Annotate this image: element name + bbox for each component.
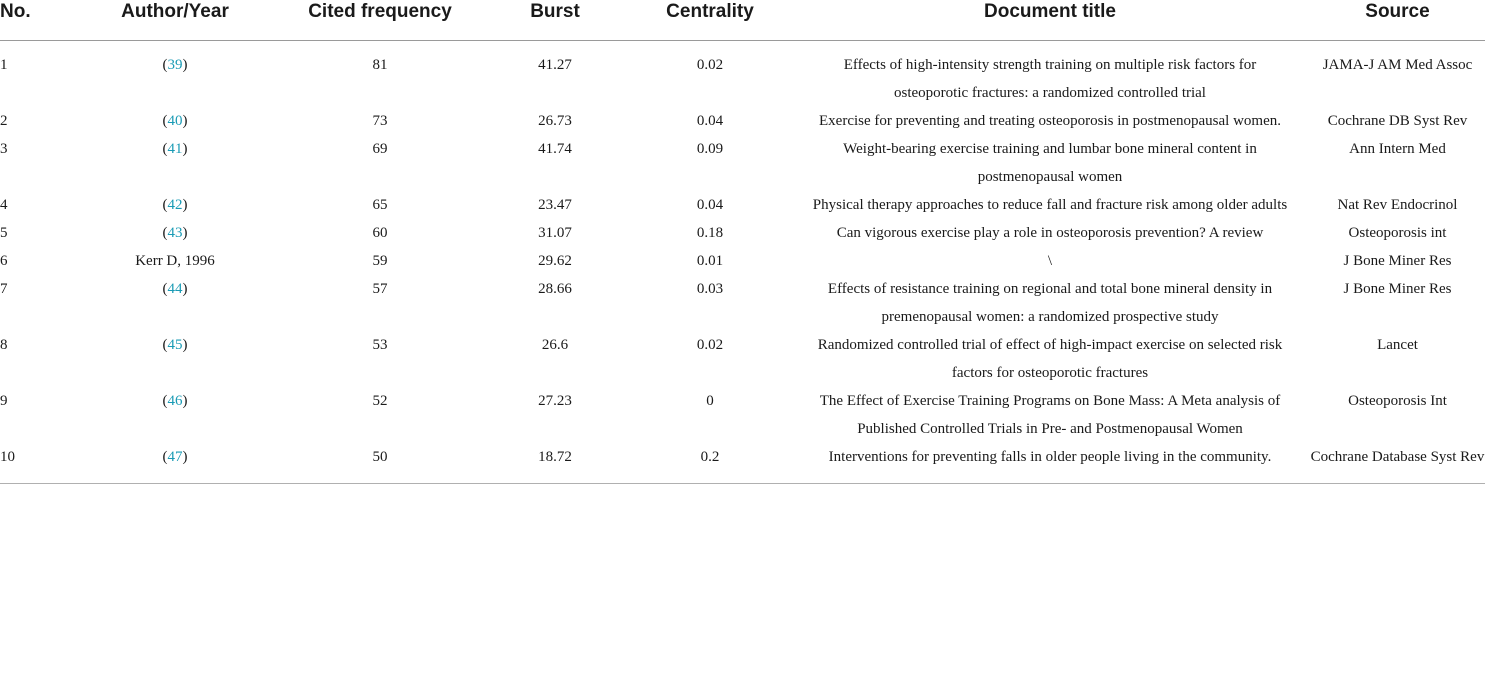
ref-close: ) <box>182 225 188 241</box>
ref-open: ( <box>162 281 168 297</box>
table-header-row <box>0 0 1485 41</box>
cell-author-year <box>70 107 280 135</box>
cell-source: J Bone Miner Res <box>1343 253 1452 269</box>
cell-centrality: 0.2 <box>700 449 720 465</box>
cell-source: Osteoporosis Int <box>1348 393 1447 409</box>
cell-document-title: Effects of resistance training on regional and total bone mineral density in premenopausal women: a randomized prospective study <box>827 281 1273 325</box>
cell-cited-frequency: 53 <box>372 337 388 353</box>
cell-document-title: \ <box>1047 253 1053 269</box>
table-row <box>0 247 1485 275</box>
cell-burst: 18.72 <box>538 449 572 465</box>
cell-cited-frequency: 50 <box>372 449 388 465</box>
cell-cited-frequency: 81 <box>372 57 388 73</box>
table-row <box>0 41 1485 108</box>
cell-source: J Bone Miner Res <box>1343 281 1452 297</box>
cell-source: Cochrane DB Syst Rev <box>1327 113 1468 129</box>
ref-open: ( <box>162 225 168 241</box>
cell-no: 4 <box>0 197 8 213</box>
cell-document-title: The Effect of Exercise Training Programs on Bone Mass: A Meta analysis of Published Controlled Trials in Pre- and Postmenopausal Women <box>819 393 1281 437</box>
cell-cited-frequency: 59 <box>372 253 388 269</box>
cell-cited-frequency: 60 <box>372 225 388 241</box>
cell-document-title: Physical therapy approaches to reduce fall and fracture risk among older adults <box>812 197 1288 213</box>
ref-close: ) <box>182 449 188 465</box>
ref-open: ( <box>162 337 168 353</box>
reference-link[interactable]: 44 <box>167 281 183 297</box>
cell-document-title: Exercise for preventing and treating osteoporosis in postmenopausal women. <box>819 113 1281 129</box>
ref-open: ( <box>162 113 168 129</box>
cell-centrality: 0.02 <box>696 337 724 353</box>
ref-close: ) <box>182 197 188 213</box>
ref-close: ) <box>182 281 188 297</box>
col-header-burst: Burst <box>480 0 630 41</box>
cell-author-year <box>70 387 280 443</box>
cell-no: 10 <box>0 449 15 465</box>
ref-open: ( <box>162 197 168 213</box>
ref-close: ) <box>182 337 188 353</box>
cell-author-year <box>70 275 280 331</box>
reference-link[interactable]: 46 <box>167 393 183 409</box>
col-header-document-title: Document title <box>790 0 1310 41</box>
reference-link[interactable]: 47 <box>167 449 183 465</box>
cell-no: 2 <box>0 113 8 129</box>
cell-centrality: 0.01 <box>696 253 724 269</box>
cell-centrality: 0.04 <box>696 197 724 213</box>
reference-link[interactable]: 45 <box>167 337 183 353</box>
cell-cited-frequency: 69 <box>372 141 388 157</box>
cell-source: Ann Intern Med <box>1349 141 1446 157</box>
cell-burst: 29.62 <box>538 253 572 269</box>
ref-close: ) <box>182 141 188 157</box>
table-row <box>0 275 1485 331</box>
cell-centrality: 0.09 <box>696 141 724 157</box>
cell-centrality: 0.03 <box>696 281 724 297</box>
cell-source: JAMA-J AM Med Assoc <box>1322 57 1473 73</box>
cell-cited-frequency: 73 <box>372 113 388 129</box>
cell-no: 5 <box>0 225 8 241</box>
cell-burst: 41.27 <box>538 57 572 73</box>
cell-source: Cochrane Database Syst Rev <box>1310 449 1485 465</box>
cell-no: 8 <box>0 337 8 353</box>
cell-no: 9 <box>0 393 8 409</box>
ref-close: ) <box>182 57 188 73</box>
cell-burst: 41.74 <box>538 141 572 157</box>
cell-cited-frequency: 57 <box>372 281 388 297</box>
ref-close: ) <box>182 393 188 409</box>
cell-burst: 26.6 <box>541 337 569 353</box>
cell-no: 3 <box>0 141 8 157</box>
ref-open: ( <box>162 449 168 465</box>
col-header-cited-frequency: Cited frequency <box>280 0 480 41</box>
cell-centrality: 0.18 <box>696 225 724 241</box>
cell-document-title: Weight-bearing exercise training and lumbar bone mineral content in postmenopausal women <box>843 141 1257 185</box>
cell-centrality: 0.02 <box>696 57 724 73</box>
cell-document-title: Effects of high-intensity strength training on multiple risk factors for osteoporotic fractures: a randomized controlled trial <box>843 57 1257 101</box>
cell-no: 1 <box>0 57 8 73</box>
table-row <box>0 219 1485 247</box>
cell-burst: 28.66 <box>538 281 572 297</box>
ref-open: ( <box>162 57 168 73</box>
cell-source: Lancet <box>1377 337 1418 353</box>
cell-author-year <box>70 331 280 387</box>
cell-author-year <box>70 191 280 219</box>
cell-author-year <box>70 247 280 275</box>
cell-author-year <box>70 443 280 483</box>
col-header-no: No. <box>0 0 70 41</box>
reference-link[interactable]: 41 <box>167 141 183 157</box>
reference-link[interactable]: 40 <box>167 113 183 129</box>
table-row <box>0 443 1485 483</box>
table-bottom-rule <box>0 483 1485 484</box>
cell-cited-frequency: 52 <box>372 393 388 409</box>
cell-centrality: 0 <box>706 393 714 409</box>
cell-centrality: 0.04 <box>696 113 724 129</box>
cell-author-year <box>70 219 280 247</box>
cell-document-title: Interventions for preventing falls in older people living in the community. <box>828 449 1272 465</box>
ref-close: ) <box>182 113 188 129</box>
table-row <box>0 191 1485 219</box>
ref-open: ( <box>162 141 168 157</box>
cell-source: Osteoporosis int <box>1348 225 1447 241</box>
cell-author-year <box>70 135 280 191</box>
reference-link[interactable]: 42 <box>167 197 183 213</box>
cell-burst: 31.07 <box>538 225 572 241</box>
table-row <box>0 107 1485 135</box>
ref-open: ( <box>162 393 168 409</box>
cell-no: 7 <box>0 281 8 297</box>
cell-burst: 23.47 <box>538 197 572 213</box>
cell-document-title: Randomized controlled trial of effect of high-impact exercise on selected risk factors for osteoporotic fractures <box>817 337 1283 381</box>
reference-link[interactable]: 39 <box>167 57 183 73</box>
cell-document-title: Can vigorous exercise play a role in osteoporosis prevention? A review <box>836 225 1264 241</box>
table-row <box>0 331 1485 387</box>
table-row <box>0 387 1485 443</box>
reference-link[interactable]: 43 <box>167 225 183 241</box>
cell-no: 6 <box>0 253 8 269</box>
cell-burst: 27.23 <box>538 393 572 409</box>
cell-source: Nat Rev Endocrinol <box>1337 197 1458 213</box>
col-header-author-year: Author/Year <box>70 0 280 41</box>
table-row <box>0 135 1485 191</box>
cell-burst: 26.73 <box>538 113 572 129</box>
col-header-centrality: Centrality <box>630 0 790 41</box>
author-text: Kerr D, 1996 <box>135 253 215 269</box>
cell-author-year <box>70 41 280 108</box>
cell-cited-frequency: 65 <box>372 197 388 213</box>
col-header-source: Source <box>1310 0 1485 41</box>
